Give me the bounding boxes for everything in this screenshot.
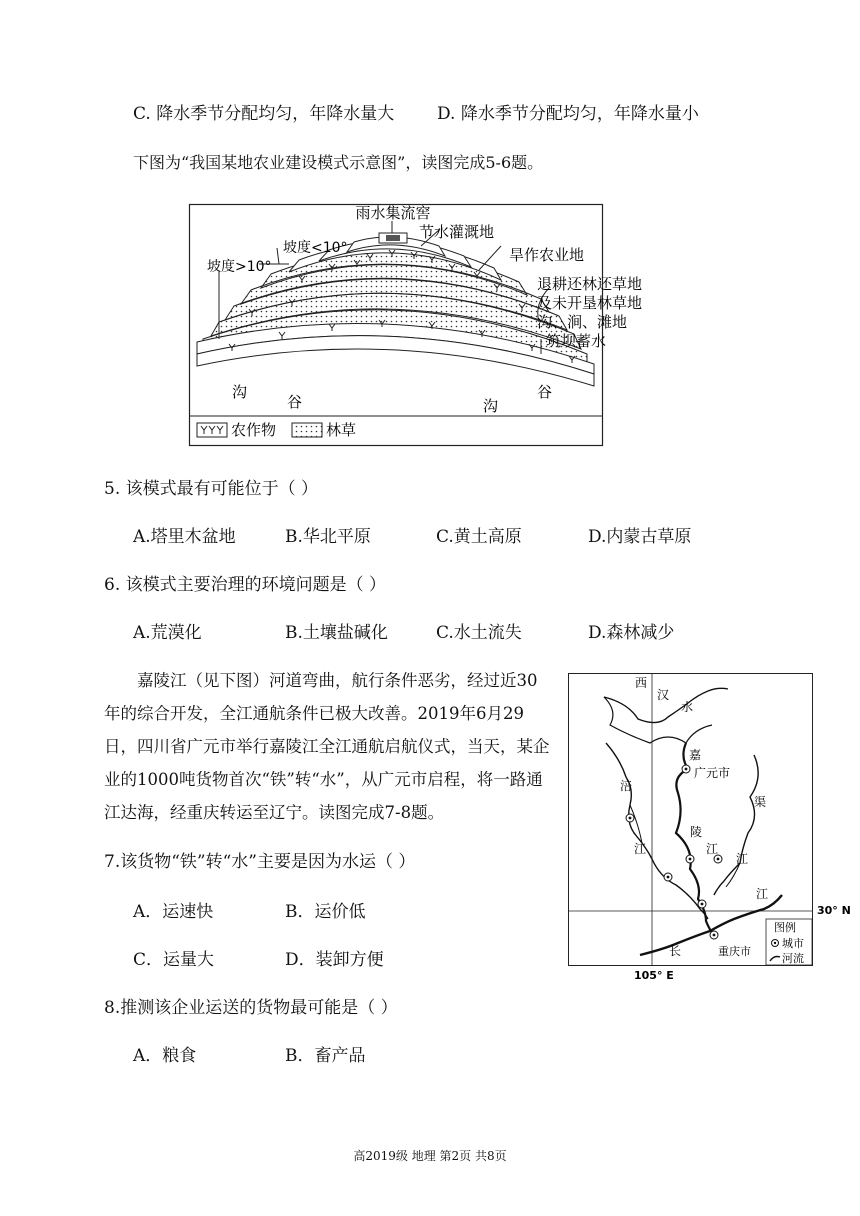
map-label-chang: 长 [669, 944, 682, 958]
label-return-1: 退耕还林还草地 [537, 275, 643, 293]
page-footer: 高2019级 地理 第2页 共8页 [353, 1149, 507, 1163]
q5-option-a: A.塔里木盆地 [133, 527, 236, 547]
q7-option-c: C．运量大 [133, 950, 215, 970]
q8-option-b: B．畜产品 [285, 1046, 366, 1066]
map-legend-title: 图例 [774, 921, 796, 934]
label-dry-farm: 旱作农业地 [509, 246, 585, 264]
label-valley1-a: 沟 [232, 383, 248, 401]
map-label-chang-jiang: 江 [756, 887, 769, 901]
map-label-xi: 西 [635, 676, 648, 690]
q5-option-d: D.内蒙古草原 [588, 527, 692, 547]
map-label-qu-jiang: 江 [736, 852, 749, 866]
q7-option-b: B．运价低 [285, 902, 366, 922]
label-slope-lt: 坡度<10° [283, 240, 348, 256]
map-label-qu: 渠 [754, 795, 767, 809]
map-label-fu-jiang: 江 [634, 842, 647, 856]
map-label-shui: 水 [681, 700, 694, 714]
legend-grass-swatch [292, 423, 322, 437]
q7-option-d: D．装卸方便 [285, 950, 384, 970]
map-label-ling: 陵 [690, 825, 703, 839]
map-label-fu: 涪 [620, 779, 633, 793]
map-legend-river: 河流 [782, 952, 804, 965]
q4-option-c: C. 降水季节分配均匀，年降水量大 [133, 104, 395, 124]
legend-grass-label: 林草 [326, 421, 357, 439]
agriculture-model-figure [189, 204, 643, 446]
q4-option-d: D. 降水季节分配均匀，年降水量小 [437, 104, 699, 124]
map-label-jiang-jl: 江 [706, 842, 719, 856]
map-label-guangyuan: 广元市 [694, 766, 731, 780]
label-valley2-b: 谷 [537, 383, 553, 401]
label-irrigation: 节水灌溉地 [419, 223, 495, 241]
q6-stem: 6. 该模式主要治理的环境问题是（ ） [104, 575, 387, 595]
q6-option-b: B.土壤盐碱化 [285, 623, 388, 643]
map-label-lon: 105° E [634, 969, 674, 982]
label-gully-1: 沟、涧、滩地 [537, 313, 628, 331]
map-label-chongqing: 重庆市 [718, 945, 751, 958]
map-label-jia: 嘉 [689, 748, 702, 762]
q6-option-d: D.森林减少 [588, 623, 675, 643]
q6-option-a: A.荒漠化 [133, 623, 202, 643]
label-valley2-a: 沟 [483, 397, 499, 415]
label-gully-2: 筑坝蓄水 [546, 332, 607, 350]
intro-5-6: 下图为“我国某地农业建设模式示意图”，读图完成5-6题。 [133, 153, 544, 172]
map-legend-city: 城市 [782, 937, 804, 950]
jialing-river-map [568, 673, 851, 986]
q7-stem: 7.该货物“铁”转“水”主要是因为水运（ ） [104, 852, 416, 872]
map-label-lat: 30° N [817, 904, 851, 917]
label-slope-gt: 坡度>10° [207, 259, 272, 275]
passage-7-8: 嘉陵江（见下图）河道弯曲，航行条件恶劣，经过近30年的综合开发，全江通航条件已极大改善。2019年6月29日，四川省广元市举行嘉陵江全江通航启航仪式，当天，某企业的1000吨货物首次“铁”转“水”，从广元市启程，将一路通江达海，经重庆转运至辽宁。读图完成7-8题。 [104, 671, 550, 822]
q5-option-b: B.华北平原 [285, 527, 371, 547]
map-label-han: 汉 [657, 688, 670, 702]
label-cistern: 雨水集流窖 [355, 204, 431, 222]
label-valley1-b: 谷 [287, 393, 303, 411]
q8-option-a: A．粮食 [133, 1046, 197, 1066]
q8-stem: 8.推测该企业运送的货物最可能是（ ） [104, 998, 398, 1018]
q7-option-a: A．运速快 [133, 902, 214, 922]
q5-stem: 5. 该模式最有可能位于（ ） [104, 479, 319, 499]
q5-option-c: C.黄土高原 [436, 527, 522, 547]
label-return-2: 及未开垦林草地 [537, 294, 643, 312]
q6-option-c: C.水土流失 [436, 623, 522, 643]
legend-crops-label: 农作物 [231, 421, 277, 439]
